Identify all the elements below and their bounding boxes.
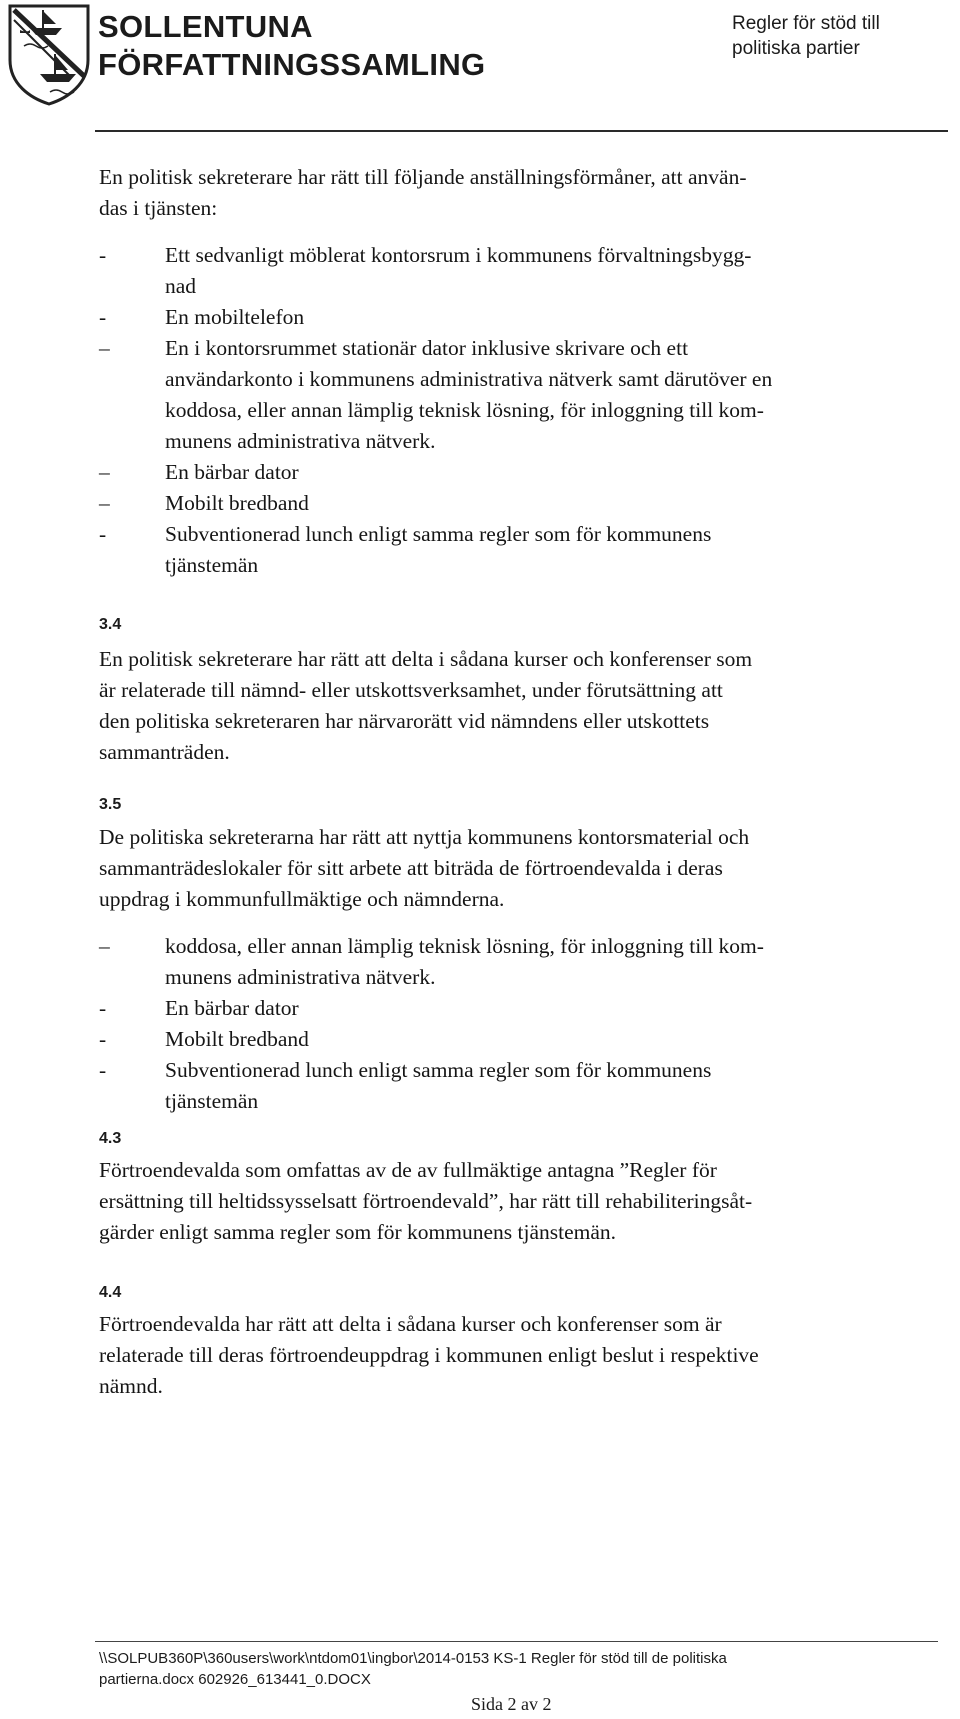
list-item-line: En bärbar dator <box>165 460 299 484</box>
intro-paragraph <box>99 162 939 224</box>
paragraph-line: En politisk sekreterare har rätt att delta i sådana kurser och konferenser som <box>99 647 753 671</box>
benefits-list-2 <box>99 931 939 1117</box>
intro-line: das i tjänsten: <box>99 196 218 220</box>
municipal-coat-of-arms-logo <box>6 2 92 106</box>
list-item-line: En i kontorsrummet stationär dator inklusive skrivare och ett <box>165 336 689 360</box>
list-item-line: Mobilt bredband <box>165 1027 309 1051</box>
section-3-4-paragraph <box>99 644 939 768</box>
section-number: 4.4 <box>99 1284 122 1301</box>
list-item-line: tjänstemän <box>165 1089 259 1113</box>
footer-path-line: \\SOLPUB360P\360users\work\ntdom01\ingbor\2014-0153 KS-1 Regler för stöd till de politiska <box>99 1650 727 1667</box>
list-dash: – <box>99 934 110 958</box>
list-dash: - <box>99 522 107 546</box>
footer-file-path <box>99 1648 727 1690</box>
footer-path-line: partierna.docx 602926_613441_0.DOCX <box>99 1671 371 1688</box>
org-name-line2: FÖRFATTNINGSSAMLING <box>98 47 486 82</box>
list-item <box>99 488 939 519</box>
list-item <box>99 1055 939 1117</box>
paragraph-line: sammanträden. <box>99 740 230 764</box>
paragraph-line: nämnd. <box>99 1374 163 1398</box>
section-number: 3.5 <box>99 796 122 813</box>
list-item <box>99 302 939 333</box>
paragraph-line: Förtroendevalda som omfattas av de av fullmäktige antagna ”Regler för <box>99 1158 717 1182</box>
header-divider <box>95 130 948 132</box>
list-item-line: koddosa, eller annan lämplig teknisk lösning, för inloggning till kom- <box>165 934 764 958</box>
list-item-line: En bärbar dator <box>165 996 299 1020</box>
paragraph-line: relaterade till deras förtroendeuppdrag i kommunen enligt beslut i respektive <box>99 1343 759 1367</box>
list-item-line: användarkonto i kommunens administrativa nätverk samt därutöver en <box>165 367 773 391</box>
paragraph-line: den politiska sekreteraren har närvarorätt vid nämndens eller utskottets <box>99 709 710 733</box>
paragraph-line: gärder enligt samma regler som för kommunens tjänstemän. <box>99 1220 617 1244</box>
list-item-line: Ett sedvanligt möblerat kontorsrum i kommunens förvaltningsbygg- <box>165 243 752 267</box>
list-item-line: tjänstemän <box>165 553 259 577</box>
section-number: 4.3 <box>99 1130 122 1147</box>
list-item <box>99 993 939 1024</box>
list-item-line: Mobilt bredband <box>165 491 309 515</box>
paragraph-line: ersättning till heltidssysselsatt förtroendevald”, har rätt till rehabiliteringsåt- <box>99 1189 753 1213</box>
list-dash: - <box>99 1027 107 1051</box>
organization-name <box>98 8 485 84</box>
list-item-line: En mobiltelefon <box>165 305 305 329</box>
intro-line: En politisk sekreterare har rätt till följande anställningsförmåner, att använ- <box>99 165 747 189</box>
list-item <box>99 519 939 581</box>
list-item <box>99 457 939 488</box>
benefits-list <box>99 240 939 581</box>
paragraph-line: Förtroendevalda har rätt att delta i sådana kurser och konferenser som är <box>99 1312 722 1336</box>
list-item-line: Subventionerad lunch enligt samma regler som för kommunens <box>165 1058 712 1082</box>
footer-divider <box>95 1641 938 1642</box>
doc-title-line1: Regler för stöd till <box>732 13 880 34</box>
list-dash: - <box>99 996 107 1020</box>
list-item-line: Subventionerad lunch enligt samma regler som för kommunens <box>165 522 712 546</box>
section-4-3-paragraph <box>99 1155 939 1248</box>
list-dash: - <box>99 305 107 329</box>
doc-title-line2: politiska partier <box>732 38 860 59</box>
paragraph-line: De politiska sekreterarna har rätt att nyttja kommunens kontorsmaterial och <box>99 825 750 849</box>
list-item-line: nad <box>165 274 197 298</box>
list-dash: – <box>99 460 110 484</box>
list-item <box>99 1024 939 1055</box>
paragraph-line: sammanträdeslokaler för sitt arbete att biträda de förtroendevalda i deras <box>99 856 723 880</box>
list-item-line: koddosa, eller annan lämplig teknisk lösning, för inloggning till kom- <box>165 398 764 422</box>
org-name-line1: SOLLENTUNA <box>98 9 313 44</box>
section-number: 3.4 <box>99 616 122 633</box>
paragraph-line: är relaterade till nämnd- eller utskottsverksamhet, under förutsättning att <box>99 678 723 702</box>
list-item <box>99 931 939 993</box>
list-dash: – <box>99 336 110 360</box>
document-title <box>732 11 880 61</box>
list-dash: - <box>99 1058 107 1082</box>
section-3-5-paragraph <box>99 822 939 915</box>
list-item-line: munens administrativa nätverk. <box>165 429 436 453</box>
page-number: Sida 2 av 2 <box>471 1694 552 1714</box>
list-dash: – <box>99 491 110 515</box>
paragraph-line: uppdrag i kommunfullmäktige och nämnderna. <box>99 887 505 911</box>
list-item <box>99 240 939 302</box>
list-item-line: munens administrativa nätverk. <box>165 965 436 989</box>
list-dash: - <box>99 243 107 267</box>
list-item <box>99 333 939 457</box>
section-4-4-paragraph <box>99 1309 939 1402</box>
